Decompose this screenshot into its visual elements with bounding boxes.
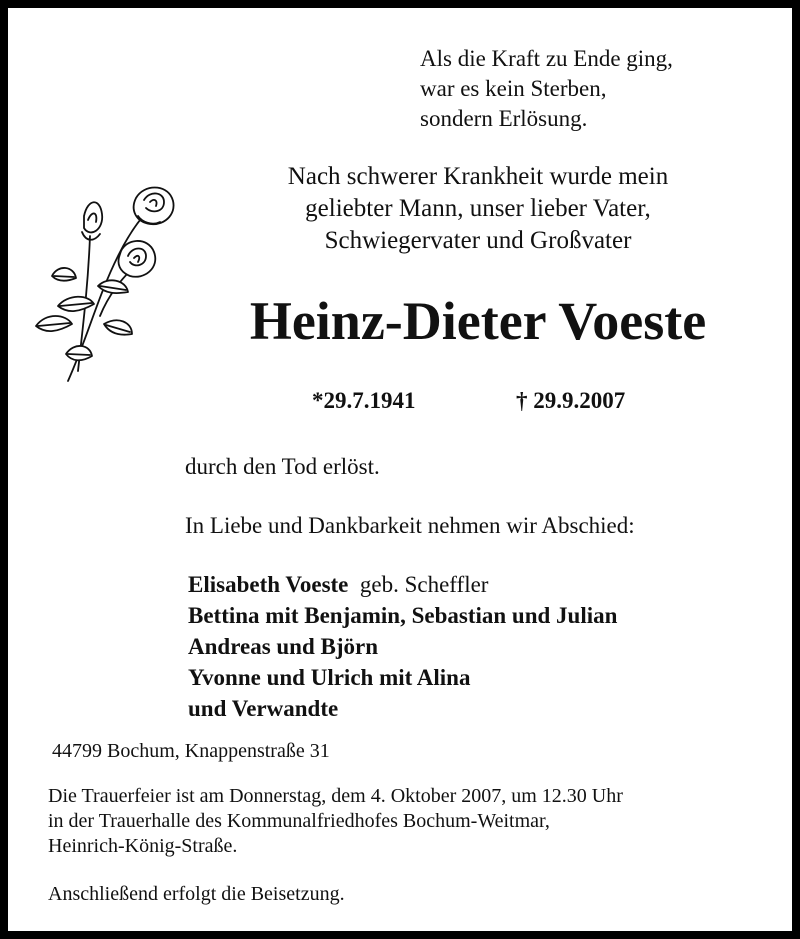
intro-text [178, 161, 778, 257]
address: 44799 Bochum, Knappenstraße 31 [52, 740, 330, 762]
ceremony-info [48, 784, 623, 859]
motto-line: Als die Kraft zu Ende ging, [420, 46, 673, 71]
signer-line: Bettina mit Benjamin, Sebastian und Julian [188, 603, 618, 628]
signers-list [188, 569, 617, 724]
intro-line: geliebter Mann, unser lieber Vater, [305, 195, 651, 222]
deceased-name: Heinz-Dieter Voeste [249, 291, 707, 351]
motto-line: sondern Erlösung. [420, 106, 588, 131]
birth-date: *29.7.1941 [312, 388, 416, 413]
ceremony-line: in der Trauerhalle des Kommunalfriedhofes Bochum-Weitmar, [48, 810, 550, 832]
burial-text: Anschließend erfolgt die Beisetzung. [48, 883, 345, 905]
motto-line: war es kein Sterben, [420, 76, 607, 101]
death-date: † 29.9.2007 [516, 388, 626, 413]
intro-line: Schwiegervater und Großvater [324, 227, 632, 254]
signer-widow [188, 569, 617, 600]
ceremony-line: Die Trauerfeier ist am Donnerstag, dem 4. Oktober 2007, um 12.30 Uhr [48, 785, 623, 807]
signer-line: Yvonne und Ulrich mit Alina [188, 665, 471, 690]
widow-maiden-name: geb. Scheffler [359, 572, 489, 597]
widow-name: Elisabeth Voeste [188, 572, 349, 597]
ceremony-line: Heinrich-König-Straße. [48, 835, 238, 857]
intro-line: Nach schwerer Krankheit wurde mein [287, 163, 669, 190]
motto-verse [420, 44, 673, 134]
rose-icon [28, 176, 178, 386]
signer-line: Andreas und Björn [188, 634, 379, 659]
farewell-text: In Liebe und Dankbarkeit nehmen wir Abschied: [185, 513, 635, 538]
signer-line: und Verwandte [188, 696, 339, 721]
relieved-text: durch den Tod erlöst. [185, 454, 380, 479]
